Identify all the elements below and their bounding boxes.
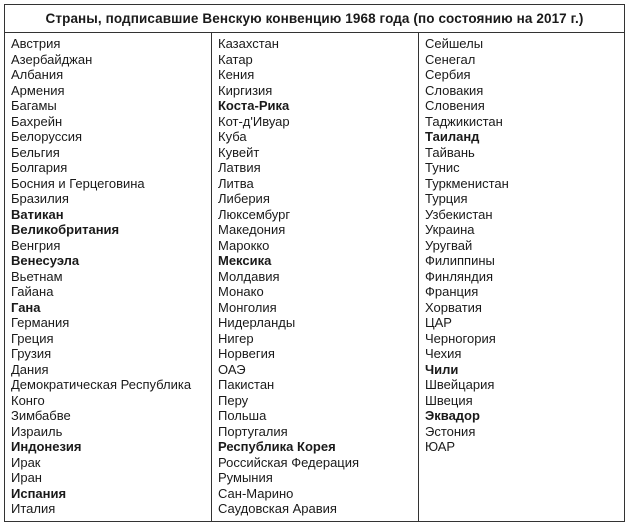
country-item: Пакистан: [218, 377, 275, 392]
country-item: Либерия: [218, 191, 270, 206]
country-item: Польша: [218, 408, 267, 423]
country-item: Албания: [11, 67, 64, 82]
country-item: Филиппины: [425, 253, 495, 268]
countries-table: [4, 4, 625, 522]
country-item: Чехия: [425, 346, 462, 361]
country-item: Уругвай: [425, 237, 473, 253]
table-column-2: [212, 33, 419, 521]
country-list-2: [212, 33, 418, 517]
country-item: Конго: [11, 392, 45, 408]
country-item: Республика Корея: [218, 439, 336, 454]
country-item: Швейцария: [425, 377, 495, 392]
country-item: Таиланд: [425, 129, 480, 144]
country-item: Словения: [425, 98, 485, 113]
country-item: Куба: [218, 129, 247, 144]
country-item: Саудовская Аравия: [218, 501, 337, 516]
country-item: Босния и Герцеговина: [11, 175, 145, 191]
country-item: Франция: [425, 284, 479, 299]
country-item: Зимбабве: [11, 408, 71, 423]
country-item: Черногория: [425, 330, 496, 346]
country-item: Грузия: [11, 346, 52, 361]
country-item: Коста-Рика: [218, 98, 290, 113]
country-item: Белоруссия: [11, 129, 83, 144]
country-item: Великобритания: [11, 222, 120, 237]
country-item: Норвегия: [218, 346, 275, 361]
country-item: Финляндия: [425, 268, 494, 284]
country-item: Демократическая Республика: [11, 377, 192, 392]
country-item: Сан-Марино: [218, 485, 294, 501]
country-item: Азербайджан: [11, 51, 93, 67]
country-item: Катар: [218, 51, 253, 67]
country-item: Гайана: [11, 284, 54, 299]
country-item: Сербия: [425, 67, 471, 82]
country-item: Италия: [11, 501, 56, 516]
country-item: Молдавия: [218, 268, 280, 284]
country-item: Австрия: [11, 36, 61, 51]
country-item: Нидерланды: [218, 315, 296, 330]
country-list-1: [5, 33, 211, 517]
country-item: Дания: [11, 361, 49, 377]
country-item: Испания: [11, 485, 67, 501]
country-item: Тайвань: [425, 144, 475, 160]
country-list-3: [419, 33, 624, 455]
country-item: Киргизия: [218, 82, 273, 98]
country-item: Таджикистан: [425, 113, 503, 129]
country-item: Венгрия: [11, 237, 61, 253]
country-item: Эстония: [425, 423, 476, 439]
country-item: Бельгия: [11, 144, 60, 160]
country-item: Сейшелы: [425, 36, 484, 51]
country-item: Армения: [11, 82, 65, 98]
country-item: Тунис: [425, 160, 460, 175]
country-item: Литва: [218, 175, 254, 191]
country-item: Греция: [11, 330, 54, 346]
country-item: Кот-д'Ивуар: [218, 113, 290, 129]
country-item: Гана: [11, 299, 41, 315]
country-item: Румыния: [218, 470, 273, 485]
country-item: ЦАР: [425, 315, 452, 330]
country-item: Нигер: [218, 330, 254, 346]
country-item: ОАЭ: [218, 361, 246, 377]
country-item: Украина: [425, 222, 475, 237]
table-column-1: [5, 33, 212, 521]
table-column-3: [419, 33, 624, 521]
country-item: Монако: [218, 284, 264, 299]
country-item: Швеция: [425, 392, 473, 408]
country-item: Македония: [218, 222, 286, 237]
country-item: Иран: [11, 470, 42, 485]
country-item: Багамы: [11, 98, 57, 113]
country-item: Ватикан: [11, 206, 64, 222]
country-item: Венесуэла: [11, 253, 80, 268]
country-item: Кения: [218, 67, 255, 82]
country-item: Турция: [425, 191, 468, 206]
country-item: Бахрейн: [11, 113, 63, 129]
country-item: Сенегал: [425, 51, 476, 67]
country-item: Чили: [425, 361, 459, 377]
country-item: Казахстан: [218, 36, 279, 51]
table-title: Страны, подписавшие Венскую конвенцию 1968 года (по состоянию на 2017 г.): [5, 5, 624, 33]
country-item: Индонезия: [11, 439, 82, 454]
country-item: Германия: [11, 315, 70, 330]
country-item: Хорватия: [425, 299, 482, 315]
country-item: Вьетнам: [11, 268, 63, 284]
country-item: Туркменистан: [425, 175, 509, 191]
country-item: Узбекистан: [425, 206, 493, 222]
country-item: ЮАР: [425, 439, 456, 454]
country-item: Российская Федерация: [218, 454, 360, 470]
country-item: Латвия: [218, 160, 261, 175]
country-item: Эквадор: [425, 408, 480, 423]
country-item: Ирак: [11, 454, 41, 470]
country-item: Марокко: [218, 237, 270, 253]
country-item: Португалия: [218, 423, 288, 439]
country-item: Израиль: [11, 423, 63, 439]
country-item: Монголия: [218, 299, 277, 315]
country-item: Бразилия: [11, 191, 69, 206]
country-item: Болгария: [11, 160, 68, 175]
country-item: Словакия: [425, 82, 484, 98]
country-item: Кувейт: [218, 144, 260, 160]
country-item: Люксембург: [218, 206, 291, 222]
country-item: Перу: [218, 392, 249, 408]
country-item: Мексика: [218, 253, 272, 268]
